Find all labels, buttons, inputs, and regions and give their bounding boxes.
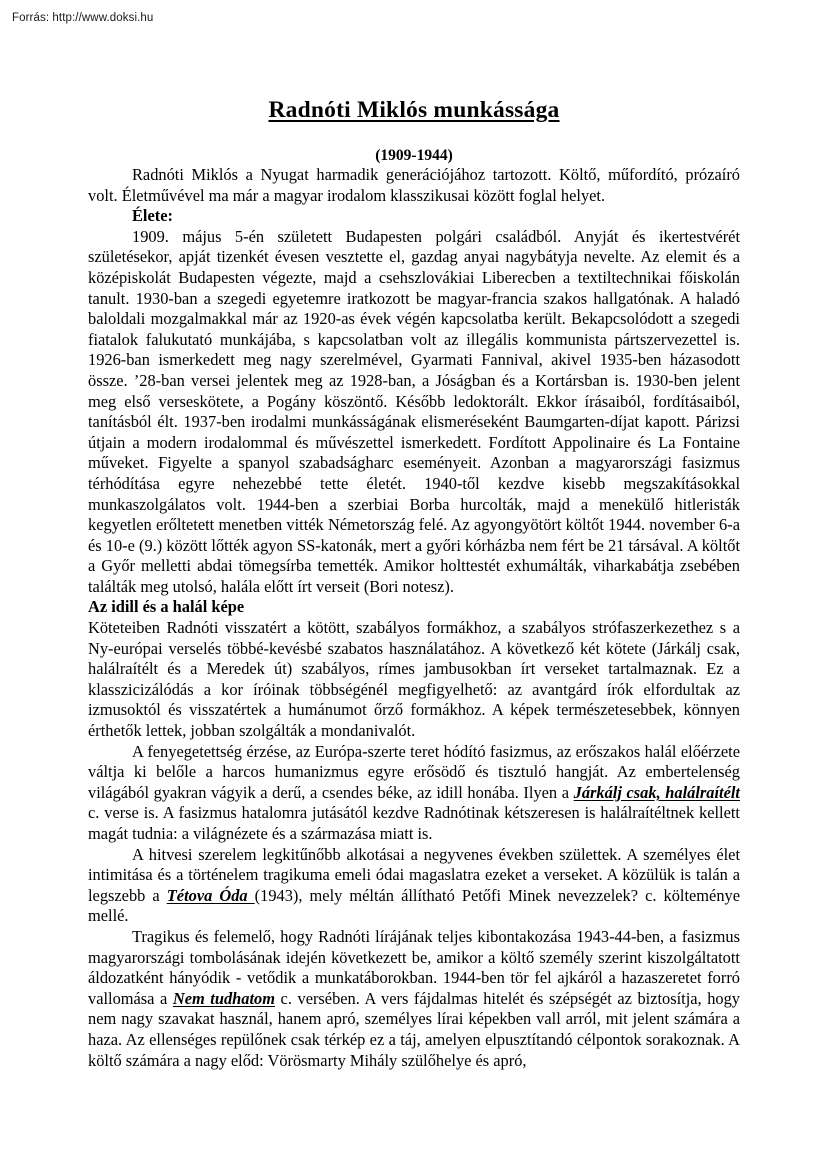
page-subtitle-years: (1909-1944) xyxy=(375,147,453,164)
paragraph-tragikus-text-before: Tragikus és felemelő, hogy Radnóti lírájának teljes kibontakozása 1943-44-ben, a fasizmus magyarországi tombolásának idején következett be, amikor a költő személy szerint kiszolgáltatott áldozatként hányódik - vetődik a munkatáborokban. 1944-ben tör fel ajkáról a hazaszeretet forró vallomása a xyxy=(88,926,740,1008)
document-body xyxy=(88,96,740,1071)
section-elete-paragraph: 1909. május 5-én született Budapesten polgári családból. Anyját és ikertestvérét születésekor, apját tizenkét évesen vesztette el, gazdag anyai nagybátyja nevelte. Az elemit és a középiskolát Budapesten végezte, majd a csehszlovákiai Liberecben a textiltechnikai főiskolán tanult. 1930-ban a szegedi egyetemre iratkozott be magyar-francia szakos hallgatónak. A haladó baloldali mozgalmakkal már az 1920-as évek végén kapcsolatba került. Bekapcsolódott a szegedi fiatalok falukutató munkájába, s kapcsolatban volt az illegális kommunista pártszervezettel is. 1926-ban ismerkedett meg nagy szerelmével, Gyarmati Fannival, akivel 1935-ben házasodott össze. ’28-ban versei jelentek meg az 1928-ban, a Jóságban és a Kortársban is. 1930-ben jelent meg első verseskötete, a Pogány köszöntő. Később ledoktorált. Ekkor írásaiból, fordításaiból, tanításból élt. 1937-ben irodalmi munkásságának elismeréseként Baumgarten-díjat kapott. Párizsi útjain a modern irodalommal és művészettel ismerkedett. Fordított Appolinaire és La Fontaine műveket. Figyelte a spanyol szabadságharc eseményeit. Azonban a magyarországi fasizmus térhódítása egyre nehezebbé tette életét. 1940-től kezdve kisebb megszakításokkal munkaszolgálatos volt. 1944-ben a szerbiai Borba hurcolták, majd a menekülő hitleristák kegyetlen erőltetett menetben vitték Németország felé. Az agyongyötört költőt 1944. november 6-a és 10-e (9.) között lőtték agyon SS-katonák, mert a győri kórházba nem fért be 21 társával. A költőt a Győr melletti abdai tömegsírba temették. Amikor holttestét exhumálták, viharkabátja zsebében találták meg utolsó, halála előtt írt verseit (Bori notesz). xyxy=(88,226,740,596)
paragraph-fenyegetettseg-text-after: c. verse is. A fasizmus hatalomra jutásától kezdve Radnótinak kétszeresen is halálraítéltnek kellett magát tudnia: a világnézete és a származása miatt is. xyxy=(88,803,740,843)
intro-paragraph: Radnóti Miklós a Nyugat harmadik generációjához tartozott. Költő, műfordító, prózaíró volt. Életművével ma már a magyar irodalom klasszikusai között foglal helyet. xyxy=(88,165,740,205)
page-title: Radnóti Miklós munkássága xyxy=(268,97,560,123)
work-title-tetova-oda: Tétova Óda xyxy=(166,885,255,905)
section-heading-idill: Az idill és a halál képe xyxy=(88,597,245,617)
paragraph-hitvesi-szerelem xyxy=(88,845,740,927)
section-heading-elete: Élete: xyxy=(132,206,173,226)
paragraph-tragikus-felemelo xyxy=(88,927,740,1071)
section-idill-paragraph: Köteteiben Radnóti visszatért a kötött, szabályos formákhoz, a szabályos strófaszerkezethez s a Ny-európai verselés többé-kevésbé szabatos használatához. A következő két kötete (Járkálj csak, halálraítélt és a Meredek út) szabályos, rímes jambusokban írt verseket tartalmaznak. Ez a klasszicizálódás a kor íróinak többségénél megfigyelhető: az avantgárd írók elfordultak az izmusoktól és visszatértek a humánumot őrző formákhoz. A képek természetesebbek, könnyen érthetők lettek, jobban szolgálták a mondanivalót. xyxy=(88,618,740,741)
paragraph-hitvesi-text-before: A hitvesi szerelem legkitűnőbb alkotásai a negyvenes években születtek. A személyes élet intimitása és a történelem tragikuma emeli ódai magaslatra ezeket a verseket. A közülük is talán a legszebb a xyxy=(88,844,740,905)
work-title-nem-tudhatom: Nem tudhatom xyxy=(172,988,275,1008)
source-url-header: Forrás: http://www.doksi.hu xyxy=(12,12,154,24)
paragraph-fenyegetettseg xyxy=(88,742,740,845)
paragraph-tragikus-text-after: c. versében. A vers fájdalmas hitelét és szépségét az biztosítja, hogy nem nagy szavakat használ, hanem apró, személyes lírai képekben vall arról, mit jelent számára a haza. Az ellenséges repülőnek csak térkép ez a táj, amelyen elpusztítandó célpontok sorakoznak. A költő számára a nagy előd: Vörösmarty Mihály szülőhelye és apró, xyxy=(88,988,740,1070)
paragraph-fenyegetettseg-text-before: A fenyegetettség érzése, az Európa-szerte teret hódító fasizmus, az erőszakos halál előérzete váltja ki belőle a harcos humanizmus egyre erősödő és tisztuló hangját. Az embertelenség világából gyakran vágyik a derű, a csendes béke, az idill honába. Ilyen a xyxy=(88,741,740,802)
paragraph-hitvesi-text-after: (1943), mely méltán állítható Petőfi Minek nevezzelek? c. költeménye mellé. xyxy=(88,885,740,926)
work-title-jarkalj-csak-halalraitelt: Járkálj csak, halálraítélt xyxy=(573,782,740,802)
